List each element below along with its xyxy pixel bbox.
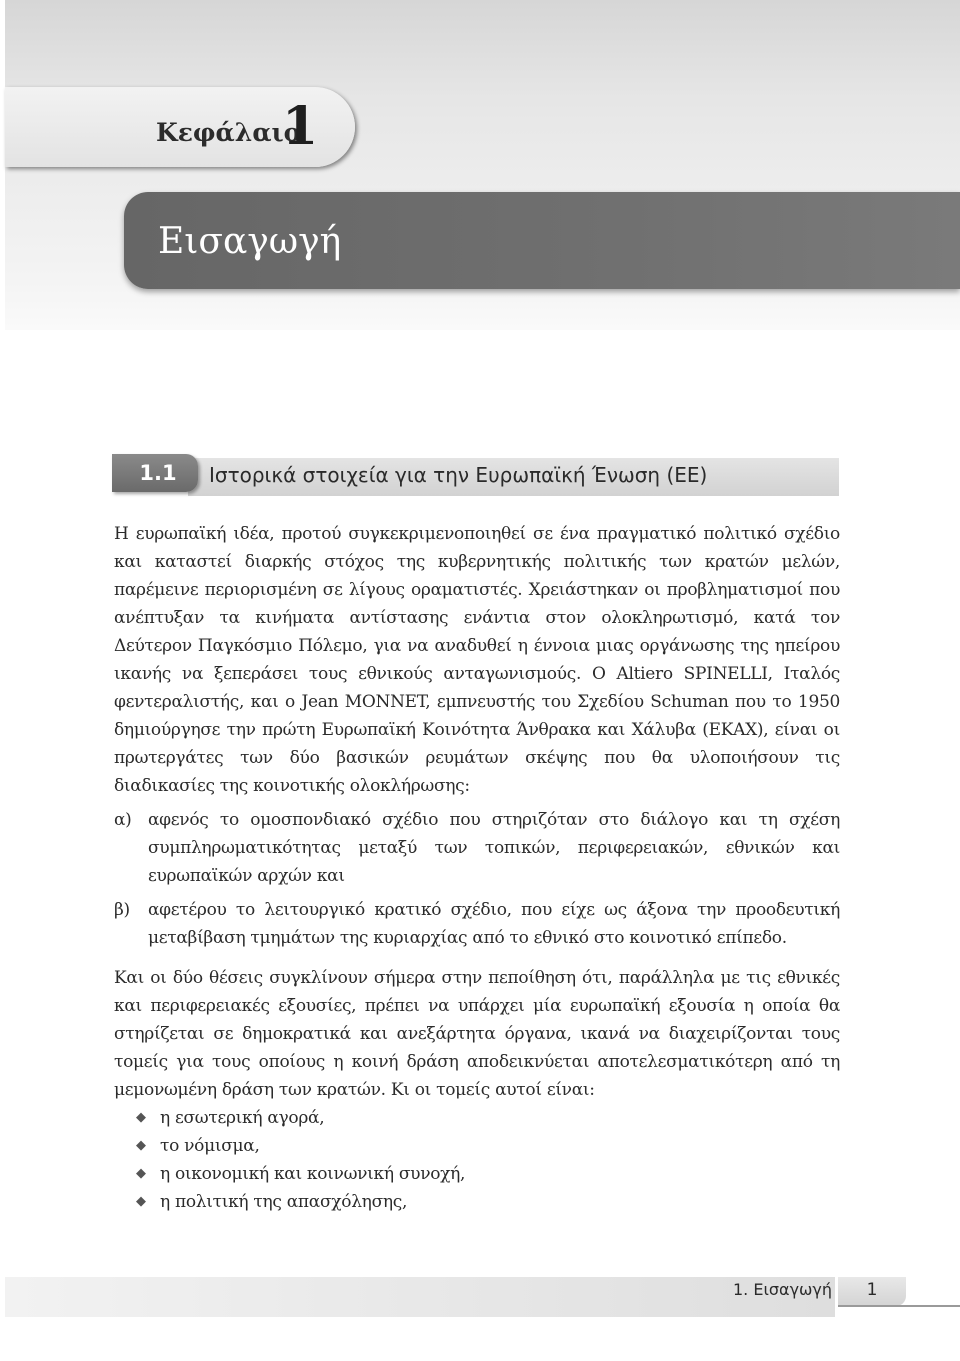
diamond-bullet-icon: ◆ [136, 1138, 146, 1153]
diamond-bullet-icon: ◆ [136, 1110, 146, 1125]
bullet-item [114, 1188, 840, 1216]
footer-chapter-label: 1. Εισαγωγή [733, 1280, 833, 1299]
list-item [114, 896, 840, 952]
paragraph-intro: Η ευρωπαϊκή ιδέα, προτού συγκεκριμενοποιηθεί σε ένα πραγματικό πολιτικό σχέδιο και καταστεί διαρκής στόχος της κυβερνητικής πολιτικής των κρατών μελών, παρέμεινε περιορισμένη σε λίγους οραματιστές. Χρειάστηκαν οι προβληματισμοί που ανέπτυξαν τα κινήματα αντίστασης ενάντια στον ολοκληρωτισμό, κατά τον Δεύτερον Παγκόσμιο Πόλεμο, για να αναδυθεί η έννοια μιας οργάνωσης της ηπείρου ικανής να ξεπεράσει τους εθνικούς ανταγωνισμούς. Ο Altiero SPINELLI, Ιταλός φεντεραλιστής, και ο Jean MONNET, εμπνευστής του Σχεδίου Schuman που το 1950 δημιούργησε την πρώτη Ευρωπαϊκή Κοινότητα Άνθρακα και Χάλυβα (ΕΚΑΧ), είναι οι πρωτεργάτες των δύο βασικών ρευμάτων σκέψης που θα υλοποιήσουν τις διαδικασίες της κοινοτικής ολοκλήρωσης: [114, 524, 840, 796]
footer-divider [838, 1305, 960, 1307]
body-block-2 [114, 964, 840, 1216]
page-number: 1 [866, 1280, 878, 1300]
list-item-text: αφενός το ομοσπονδιακό σχέδιο που στηριζόταν στο διάλογο και τη σχέση συμπληρωματικότητας μεταξύ των τοπικών, περιφερειακών, εθνικών και ευρωπαϊκών αρχών και [148, 810, 840, 886]
list-item-text: αφετέρου το λειτουργικό κρατικό σχέδιο, που είχε ως άξονα την προοδευτική μεταβίβαση τμημάτων της κυριαρχίας από το εθνικό στο κοινοτικό επίπεδο. [148, 900, 840, 948]
chapter-number: 1 [282, 96, 319, 157]
bullet-text: η πολιτική της απασχόλησης, [160, 1192, 408, 1212]
bullet-item [114, 1160, 840, 1188]
list-marker: β) [114, 900, 130, 920]
body-block-1 [114, 520, 840, 958]
paragraph-sectors: Και οι δύο θέσεις συγκλίνουν σήμερα στην πεποίθηση ότι, παράλληλα με τις εθνικές και περιφερειακές εξουσίες, πρέπει να υπάρχει μία ευρωπαϊκή εξουσία η οποία θα στηρίζεται σε δημοκρατικά και ανεξάρτητα όργανα, ικανά να διαχειρίζονται τους τομείς για τους οποίους η κοινή δράση αποδεικνύεται αποτελεσματικότερη από τη μεμονωμένη δράση των κρατών. Κι οι τομείς αυτοί είναι: [114, 968, 840, 1100]
chapter-label: Κεφάλαιο [156, 118, 301, 147]
section-title: Ιστορικά στοιχεία για την Ευρωπαϊκή Ένωση (ΕΕ) [209, 463, 708, 487]
footer-band [5, 1277, 835, 1317]
bullet-item [114, 1132, 840, 1160]
diamond-bullet-icon: ◆ [136, 1194, 146, 1209]
bullet-text: η εσωτερική αγορά, [160, 1108, 325, 1128]
diamond-bullet-icon: ◆ [136, 1166, 146, 1181]
bullet-text: το νόμισμα, [160, 1136, 260, 1156]
list-marker: α) [114, 810, 132, 830]
bullet-list [114, 1104, 840, 1216]
enumerated-list [114, 806, 840, 952]
bullet-item [114, 1104, 840, 1132]
bullet-text: η οικονομική και κοινωνική συνοχή, [160, 1164, 466, 1184]
section-number: 1.1 [112, 454, 198, 492]
chapter-title: Εισαγωγή [158, 221, 342, 262]
list-item [114, 806, 840, 890]
